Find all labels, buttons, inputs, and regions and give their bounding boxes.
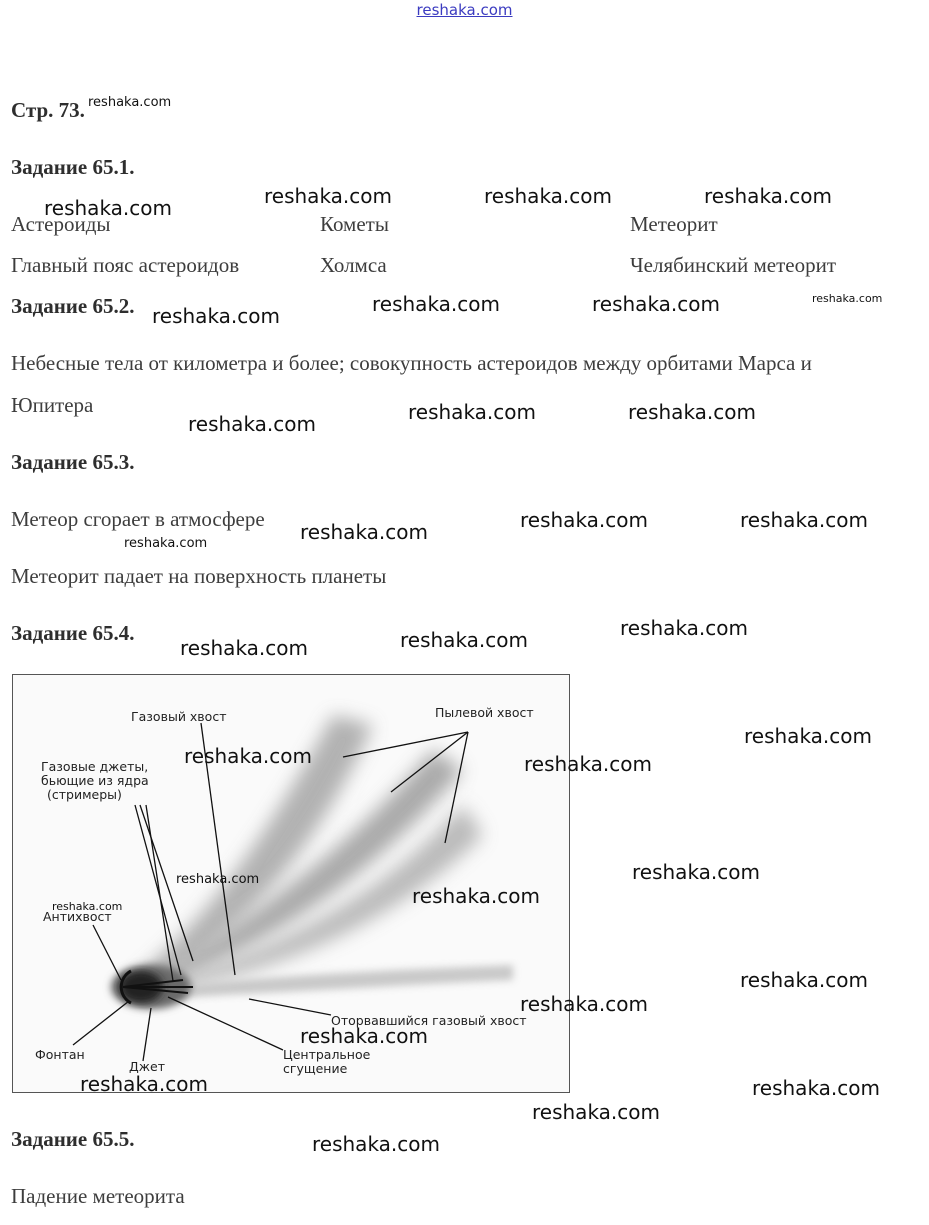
- label-gas-tail: Газовый хвост: [131, 709, 227, 724]
- watermark: reshaka.com: [300, 520, 428, 544]
- task-65-4-title: Задание 65.4.: [11, 621, 135, 645]
- task-65-3-title: Задание 65.3.: [11, 450, 135, 474]
- watermark: reshaka.com: [704, 184, 832, 208]
- watermark: reshaka.com: [44, 196, 172, 220]
- task-65-2-line1: Небесные тела от километра и более; совокупность астероидов между орбитами Марса и: [11, 351, 812, 375]
- label-dust-tail: Пылевой хвост: [435, 705, 534, 720]
- answer-meteorite: Метеорит: [630, 212, 718, 236]
- watermark: reshaka.com: [152, 304, 280, 328]
- watermark: reshaka.com: [124, 536, 208, 551]
- watermark: reshaka.com: [592, 292, 720, 316]
- watermark: reshaka.com: [740, 508, 868, 532]
- watermark: reshaka.com: [412, 884, 540, 908]
- label-detached-tail: Оторвавшийся газовый хвост: [331, 1013, 527, 1028]
- label-central-line1: Центральное: [283, 1047, 371, 1062]
- watermark: reshaka.com: [632, 860, 760, 884]
- watermark: reshaka.com: [752, 1076, 880, 1100]
- watermark: reshaka.com: [188, 412, 316, 436]
- watermark: reshaka.com: [520, 508, 648, 532]
- task-65-3-line1: Метеор сгорает в атмосфере: [11, 507, 265, 531]
- answer-main-belt: Главный пояс астероидов: [11, 253, 240, 277]
- task-65-3-line2: Метеорит падает на поверхность планеты: [11, 564, 387, 588]
- label-jets-line3: (стримеры): [47, 787, 122, 802]
- watermark: reshaka.com: [484, 184, 612, 208]
- answer-chelyabinsk: Челябинский метеорит: [630, 253, 837, 277]
- task-65-2-line2: Юпитера: [11, 393, 94, 417]
- answer-comets: Кометы: [320, 212, 389, 236]
- task-65-5-title: Задание 65.5.: [11, 1127, 135, 1151]
- watermark: reshaka.com: [628, 400, 756, 424]
- watermark: reshaka.com: [620, 616, 748, 640]
- watermark: reshaka.com: [408, 400, 536, 424]
- label-jet: Джет: [129, 1059, 165, 1074]
- answer-asteroids: Астероиды: [11, 212, 111, 236]
- task-65-5-line1: Падение метеорита: [11, 1184, 185, 1208]
- watermark: reshaka.com: [312, 1132, 440, 1156]
- watermark: reshaka.com: [176, 872, 260, 887]
- watermark: reshaka.com: [184, 744, 312, 768]
- watermark: reshaka.com: [88, 95, 172, 110]
- watermark: reshaka.com: [52, 900, 123, 913]
- answer-holmes: Холмса: [320, 253, 387, 277]
- watermark: reshaka.com: [744, 724, 872, 748]
- site-link[interactable]: reshaka.com: [416, 1, 513, 19]
- label-jets-line2: бьющие из ядра: [41, 773, 149, 788]
- page-label: Стр. 73.: [11, 98, 85, 122]
- label-fountain: Фонтан: [35, 1047, 85, 1062]
- watermark: reshaka.com: [80, 1072, 208, 1096]
- label-antitail: Антихвост: [43, 909, 112, 924]
- label-central-line2: сгущение: [283, 1061, 348, 1076]
- watermark: reshaka.com: [400, 628, 528, 652]
- watermark: reshaka.com: [524, 752, 652, 776]
- watermark: reshaka.com: [532, 1100, 660, 1124]
- watermark: reshaka.com: [264, 184, 392, 208]
- label-jets-line1: Газовые джеты,: [41, 759, 149, 774]
- watermark: reshaka.com: [740, 968, 868, 992]
- watermark: reshaka.com: [812, 292, 883, 305]
- watermark: reshaka.com: [372, 292, 500, 316]
- watermark: reshaka.com: [520, 992, 648, 1016]
- task-65-1-title: Задание 65.1.: [11, 155, 135, 179]
- watermark: reshaka.com: [180, 636, 308, 660]
- watermark: reshaka.com: [300, 1024, 428, 1048]
- task-65-2-title: Задание 65.2.: [11, 294, 135, 318]
